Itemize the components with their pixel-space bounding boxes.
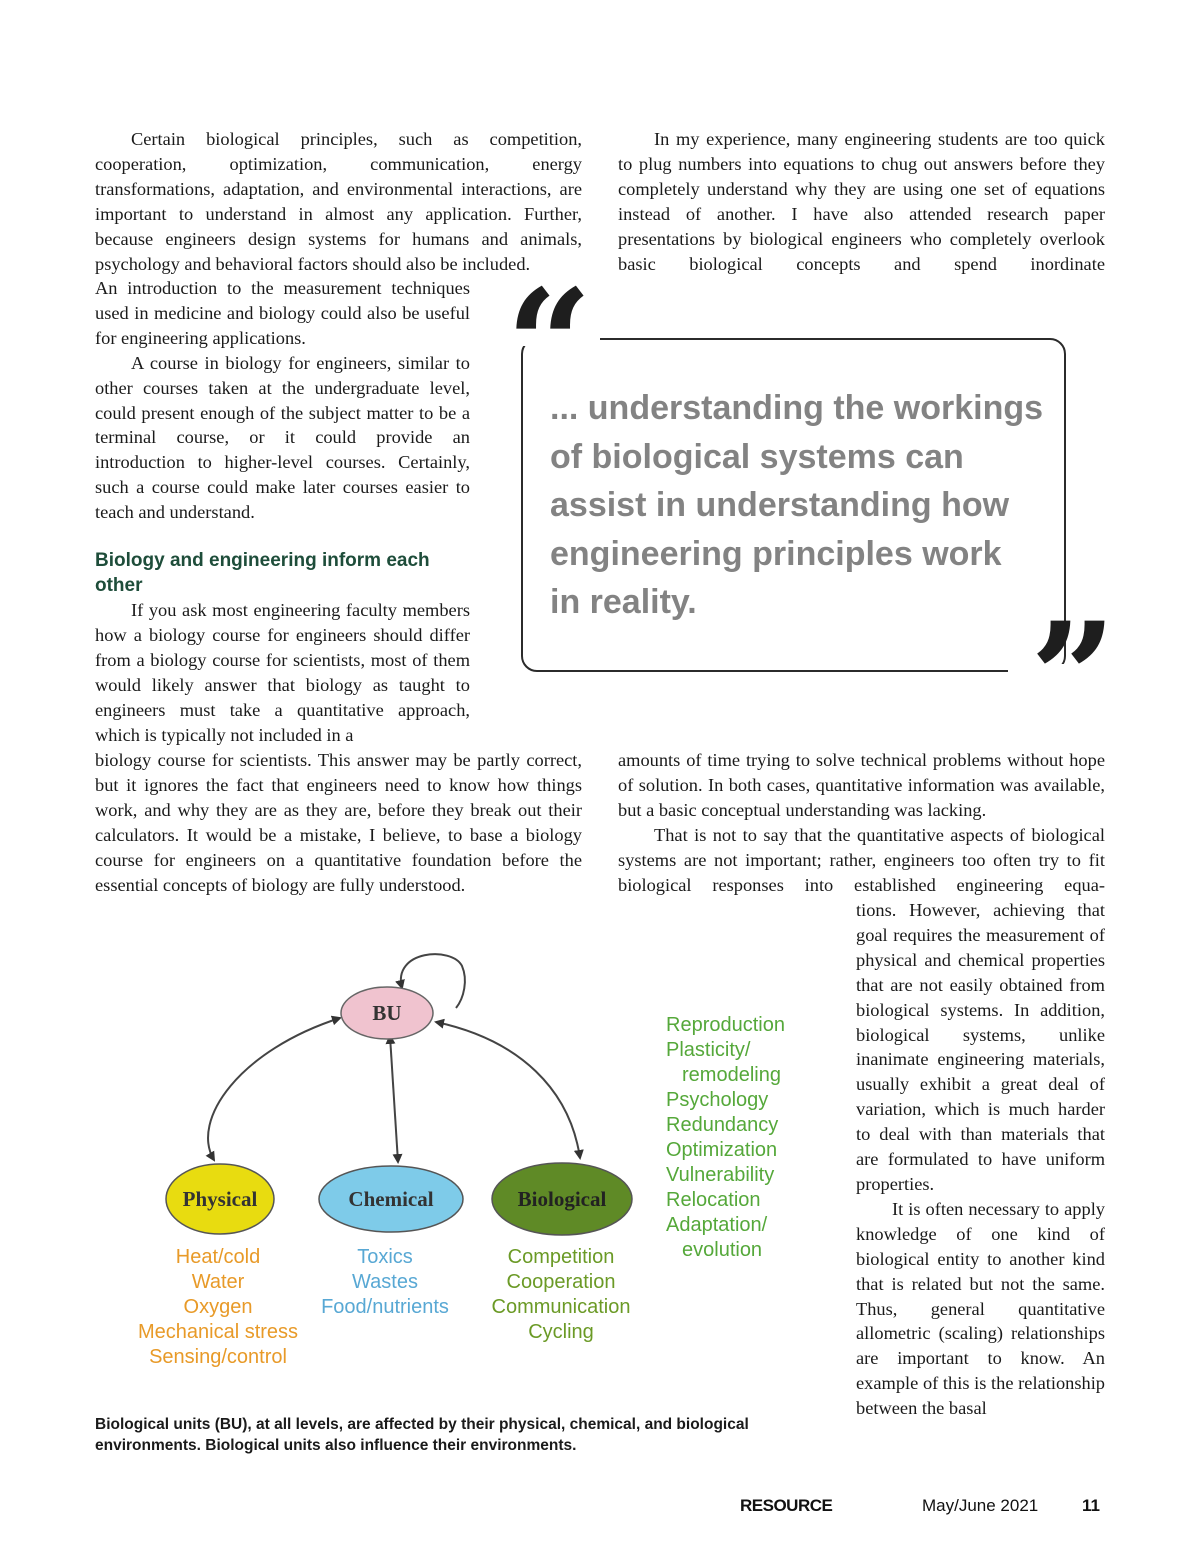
arrow-bu-physical <box>208 1018 340 1160</box>
pull-quote-line: engineering principles work <box>550 534 1002 573</box>
biological-units-diagram <box>120 940 820 1380</box>
green-list-item: Adaptation/ <box>666 1214 768 1236</box>
pull-quote-line: assist in understanding how <box>550 486 1010 524</box>
figure-caption: Biological units (BU), at all levels, are affected by their physical, chemical, and biological environments. Biological units also influence their environments. <box>95 1416 749 1454</box>
pull-quote-line: of biological systems can <box>550 437 964 476</box>
left-para-3-wide: biology course for scientists. This answer may be partly correct, but it ignores the fact that engineers need to know how things work, and why they are as they are, before they break out their calculators. It would be a mistake, I believe, to base a biology course for engineers on a quantitative foundation before the essential concepts of biology are fully understood. <box>95 750 582 895</box>
pull-quote-line: ... understanding the workings <box>550 389 1044 427</box>
left-narrow-block-1 <box>95 276 470 525</box>
right-mid-block <box>618 748 1105 897</box>
biological-item: Cycling <box>528 1321 594 1343</box>
right-para-2-wide: That is not to say that the quantitative aspects of biological systems are not important; rather, engineers too often try to fit biological responses into established engineering equa- <box>618 824 1105 895</box>
left-para-2: A course in biology for engineers, similar to other courses taken at the undergraduate level, could present enough of the subject matter to be a terminal course, or it could provide an introduction to higher-level courses. Certainly, such a course could make later courses easier to teach and understand. <box>95 352 470 523</box>
footer-page-number: 11 <box>1082 1496 1100 1515</box>
chemical-item: Toxics <box>357 1246 413 1268</box>
arrow-bu-chemical <box>390 1036 398 1162</box>
footer-magazine: RESOURCE <box>740 1496 833 1515</box>
right-para-1-top: In my experience, many engineering students are too quick to plug numbers into equations to chug out answers before they completely understand why they are using one set of equations instead of another. I have also attended research paper presentations by biological engineers who completely overlook basic biological concepts and spend inordinate <box>618 129 1105 274</box>
green-list-item: Plasticity/ <box>666 1039 751 1061</box>
left-para-1-wide <box>95 127 582 276</box>
right-top-block <box>618 127 1105 276</box>
green-list-item: Psychology <box>666 1089 769 1111</box>
left-para-1-wide-text: Certain biological principles, such as competition, cooperation, optimization, communication, energy transformations, adaptation, and environmental interactions, are important to understand in almost any application. Further, because engineers design systems for humans and animals, psychology and behavioral factors should also be included. <box>95 129 582 274</box>
physical-item: Mechanical stress <box>137 1321 299 1343</box>
green-list-item: Relocation <box>666 1189 761 1211</box>
biological-item: Cooperation <box>506 1271 616 1293</box>
right-para-2-narrow: tions. However, achieving that goal requires the measurement of physical and chemical properties that are not easily obtained from biological systems. In addition, biological systems, unlike inanimate engineering materials, usually exhibit a great deal of variation, which is much harder to deal with than materials that are formulated to have uniform properties. <box>856 900 1105 1194</box>
green-list-item: remodeling <box>682 1064 781 1086</box>
green-list-item: Vulnerability <box>666 1164 775 1186</box>
biological-item: Competition <box>507 1246 615 1268</box>
green-list-item: evolution <box>682 1239 763 1261</box>
left-para-1-narrow: An introduction to the measurement techniques used in medicine and biology could also be useful for engineering applications. <box>95 278 470 348</box>
physical-label: Physical <box>182 1187 258 1211</box>
physical-item: Heat/cold <box>175 1246 261 1268</box>
physical-item: Sensing/control <box>149 1346 287 1368</box>
footer-date: May/June 2021 <box>922 1496 1039 1515</box>
pull-quote-line: in reality. <box>550 583 697 621</box>
arrow-bu-biological <box>436 1022 580 1158</box>
green-list-item: Redundancy <box>666 1114 779 1136</box>
biological-item: Communication <box>491 1296 631 1318</box>
right-narrow-block <box>856 898 1105 1421</box>
left-para-3-narrow: If you ask most engineering faculty members how a biology course for engineers should differ from a biology course for scientists, most of them would likely answer that biology as taught to engineers must take a quantitative approach, which is typically not included in a <box>95 600 470 745</box>
physical-item: Water <box>191 1271 245 1293</box>
right-para-3-narrow: It is often necessary to apply knowledge of one kind of biological entity to another kind that is related but not the same. Thus, general quantitative allometric (scaling) relationships are important to know. An example of this is the relationship between the basal <box>856 1198 1105 1419</box>
chemical-label: Chemical <box>348 1187 434 1211</box>
left-narrow-block-2 <box>95 598 470 747</box>
section-heading: Biology and engineering inform each other <box>95 550 430 596</box>
pull-quote-text <box>550 384 1050 627</box>
right-para-1-cont: amounts of time trying to solve technical problems without hope of solution. In both cases, quantitative information was available, but a basic conceptual understanding was lacking. <box>618 750 1105 820</box>
chemical-item: Wastes <box>352 1271 418 1293</box>
biological-label: Biological <box>517 1187 607 1211</box>
left-wide-block-2 <box>95 748 582 897</box>
physical-item: Oxygen <box>183 1296 253 1318</box>
chemical-item: Food/nutrients <box>321 1296 449 1318</box>
green-list-item: Optimization <box>666 1139 778 1161</box>
bu-label: BU <box>372 1001 402 1025</box>
close-quote-icon: ” <box>1030 590 1117 766</box>
open-quote-icon: “ <box>506 257 593 433</box>
green-list-item: Reproduction <box>666 1014 785 1036</box>
